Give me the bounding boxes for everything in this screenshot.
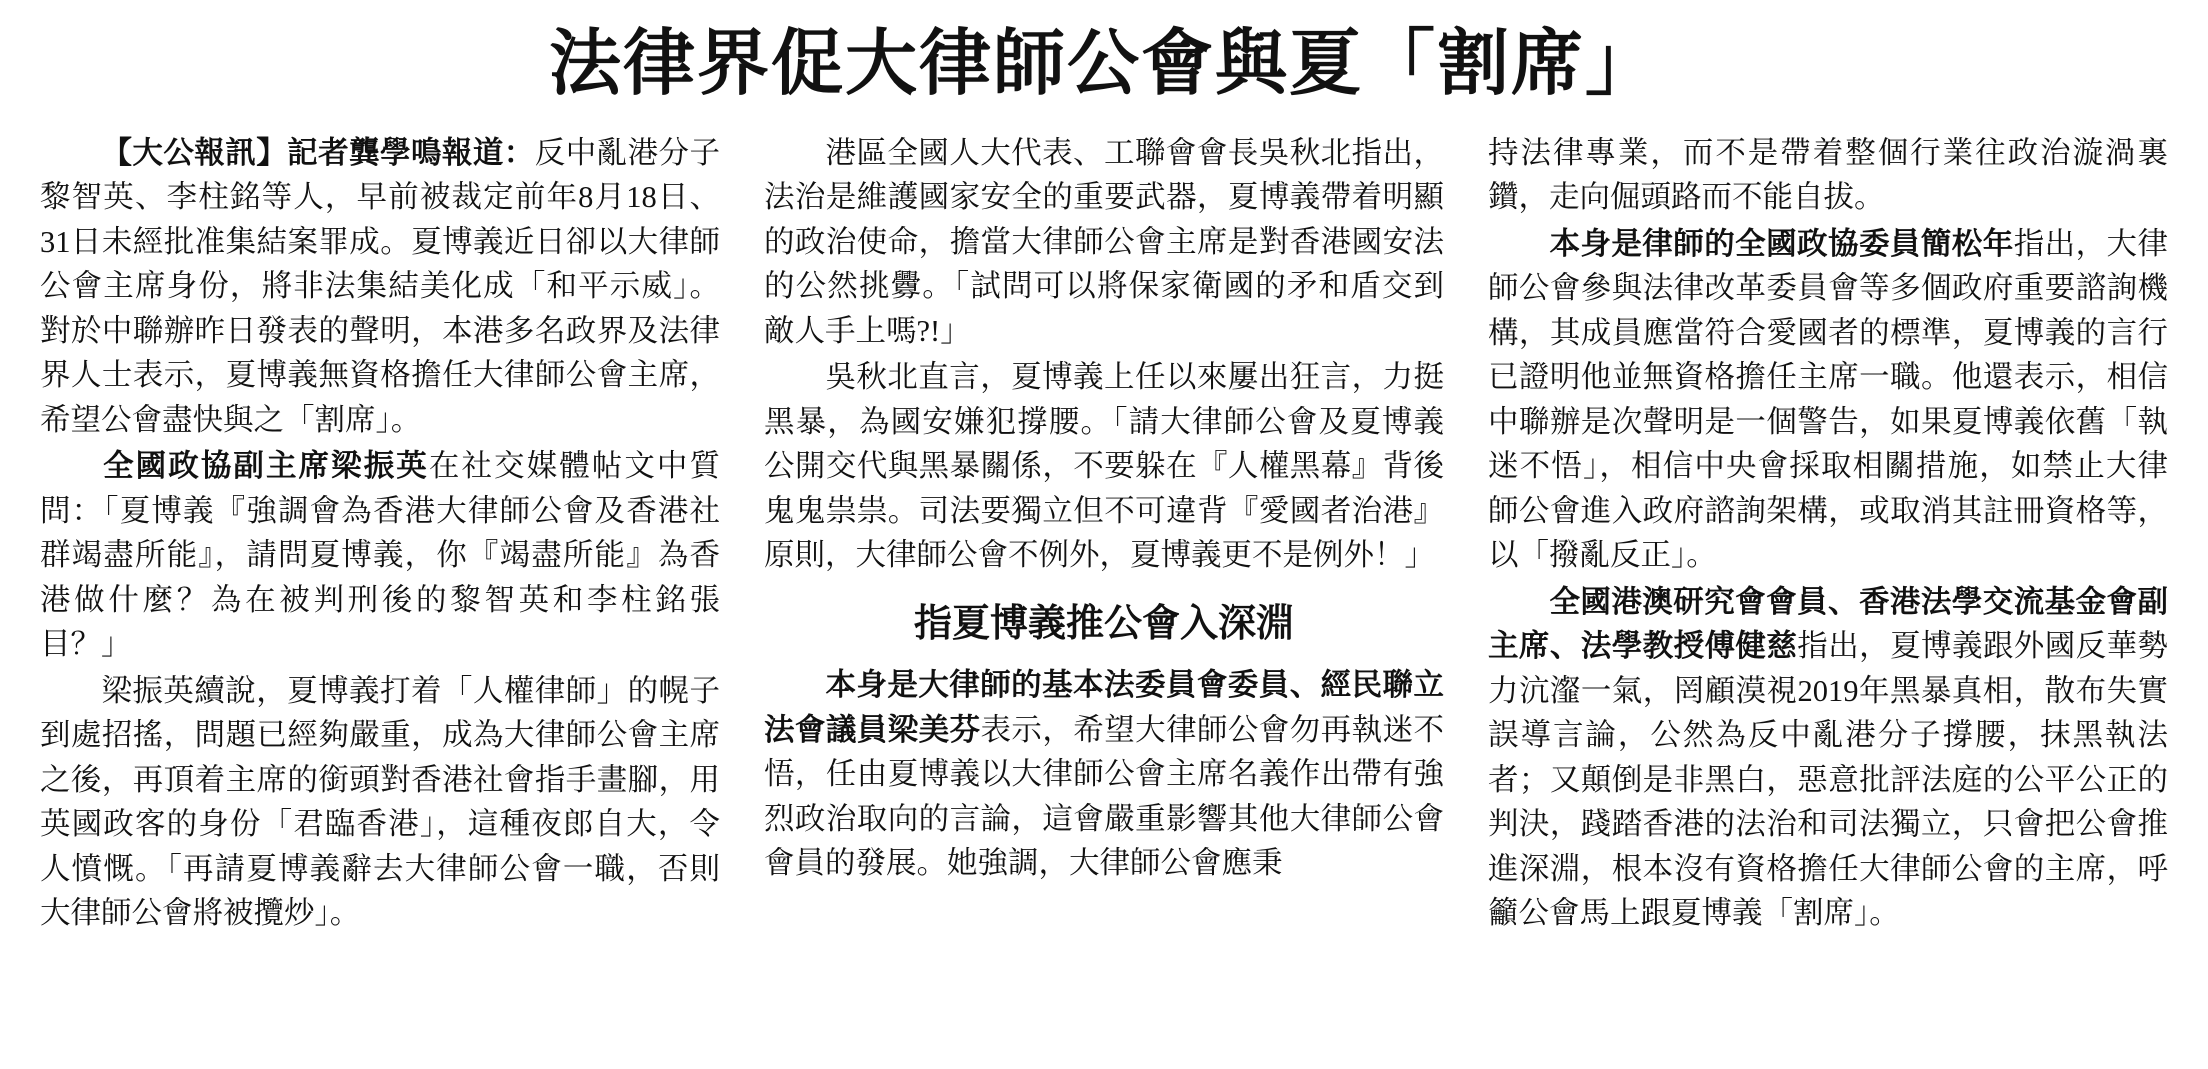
section-subheading: 指夏博義推公會入深淵 (913, 602, 1294, 645)
paragraph-text: 指出，大律師公會參與法律改革委員會等多個政府重要諮詢機構，其成員應當符合愛國者的標準，夏博義的言行已證明他並無資格擔任主席一職。他還表示，相信中聯辦是次聲明是一個警告，如果夏博義依舊「執迷不悟」，相信中央會採取相關措施，如禁止大律師公會進入政府諮詢架構，或取消其註冊資格等，以「撥亂反正」。 (1488, 226, 2169, 573)
paragraph-text: 表示，希望大律師公會勿再執迷不悟，任由夏博義以大律師公會主席名義作出帶有強烈政治取向的言論，這會嚴重影響其他大律師公會會員的發展。她強調，大律師公會應秉 (764, 712, 1444, 881)
paragraph-lead: 本身是律師的全國政協委員簡松年 (1549, 226, 2014, 261)
paragraph-text: 反中亂港分子黎智英、李柱銘等人，早前被裁定前年8月18日、31日未經批准集結案罪成。夏博義近日卻以大律師公會主席身份，將非法集結美化成「和平示威」。對於中聯辦昨日發表的聲明，本港多名政界及法律界人士表示，夏博義無資格擔任大律師公會主席，希望公會盡快與之「割席」。 (40, 135, 720, 437)
paragraph-lead: 【大公報訊】記者龔學鳴報道： (101, 135, 535, 170)
article-column-3 (1488, 131, 2168, 938)
paragraph (40, 669, 720, 936)
paragraph-text: 梁振英續說，夏博義打着「人權律師」的幌子到處招搖，問題已經夠嚴重，成為大律師公會主席之後，再頂着主席的銜頭對香港社會指手畫腳，用英國政客的身份「君臨香港」，這種夜郎自大，令人憤慨。「再請夏博義辭去大律師公會一職，否則大律師公會將被攬炒」。 (40, 673, 720, 931)
paragraph-lead: 本身是大律師的基本法委員會委員、經民聯立法會議員梁美芬 (764, 668, 1444, 747)
paragraph (1488, 222, 2168, 578)
paragraph (764, 355, 1444, 578)
article-columns (40, 131, 2168, 938)
article-column-1 (40, 131, 720, 938)
paragraph-lead: 全國港澳研究會會員、香港法學交流基金會副主席、法學教授傅健慈 (1488, 584, 2168, 664)
article-column-2 (764, 131, 1444, 888)
paragraph (764, 663, 1444, 886)
paragraph-text: 持法律專業，而不是帶着整個行業往政治漩渦裏鑽，走向倔頭路而不能自拔。 (1488, 135, 2168, 215)
paragraph (1488, 580, 2168, 936)
paragraph-text: 吳秋北直言，夏博義上任以來屢出狂言，力挺黑暴，為國安嫌犯撐腰。「請大律師公會及夏博義公開交代與黑暴關係，不要躲在『人權黑幕』背後鬼鬼祟祟。司法要獨立但不可違背『愛國者治港』原則，大律師公會不例外，夏博義更不是例外！」 (764, 360, 1444, 573)
paragraph-text: 在社交媒體帖文中質問：「夏博義『強調會為香港大律師公會及香港社群竭盡所能』，請問夏博義，你『竭盡所能』為香港做什麼？為在被判刑後的黎智英和李柱銘張目？」 (40, 449, 721, 662)
paragraph (1488, 131, 2168, 220)
paragraph-lead: 全國政協副主席梁振英 (101, 449, 429, 484)
paragraph (764, 131, 1444, 354)
paragraph (40, 444, 720, 667)
page-title: 法律界促大律師公會與夏「割席」 (548, 24, 1659, 104)
paragraph-text: 港區全國人大代表、工聯會會長吳秋北指出，法治是維護國家安全的重要武器，夏博義帶着明顯的政治使命，擔當大律師公會主席是對香港國安法的公然挑釁。「試問可以將保家衛國的矛和盾交到敵人手上嗎?!」 (764, 135, 1444, 348)
paragraph (40, 131, 720, 443)
paragraph-text: 指出，夏博義跟外國反華勢力沆瀣一氣，罔顧漠視2019年黑暴真相，散布失實誤導言論，公然為反中亂港分子撐腰，抹黑執法者；又顛倒是非黑白，惡意批評法庭的公平公正的判決，踐踏香港的法治和司法獨立，只會把公會推進深淵，根本沒有資格擔任大律師公會的主席，呼籲公會馬上跟夏博義「割席」。 (1488, 629, 2169, 931)
